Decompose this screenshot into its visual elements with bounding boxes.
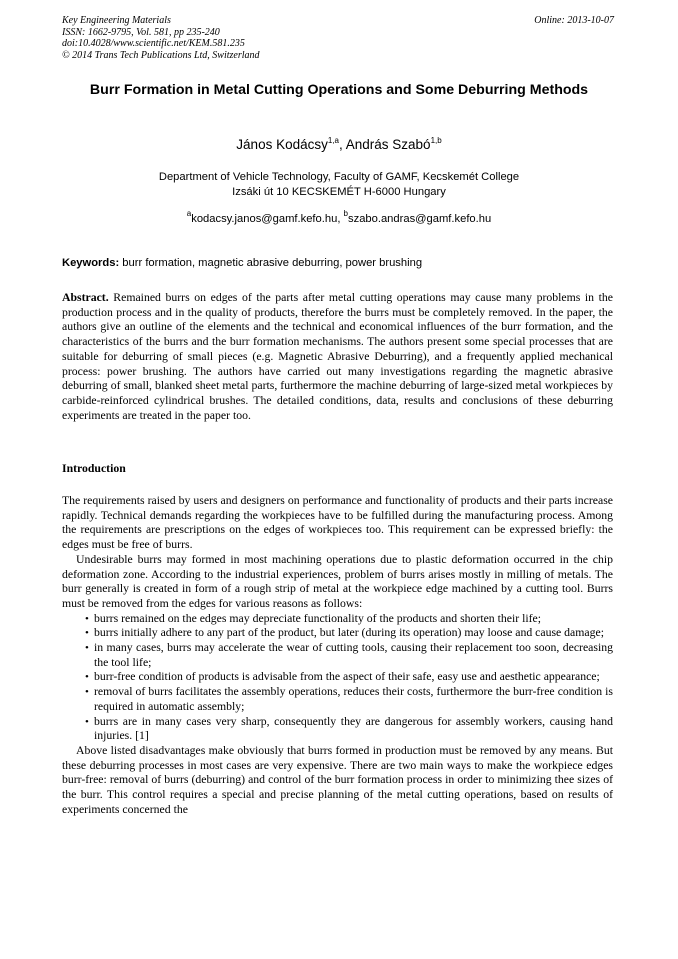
journal-name: Key Engineering Materials: [62, 15, 171, 26]
email-mark: a: [186, 209, 192, 218]
author-affiliation-mark: 1,b: [430, 136, 442, 145]
doi-line: doi:10.4028/www.scientific.net/KEM.581.235: [62, 38, 245, 49]
author-name: János Kodácsy: [236, 137, 328, 152]
author-name: András Szabó: [345, 137, 431, 152]
introduction-body: [62, 494, 613, 817]
abstract-text: Remained burrs on edges of the parts after metal cutting operations may cause many problems in the production process and in the quality of products, therefore the burrs must be completely removed. In the paper, the authors give an outline of the elements and the technical and economical influences of the burr formation, and the characteristics of the burrs and the burr formation mechanisms. The authors present some special processes that are suitable for deburring of small pieces (e.g. Magnetic Abrasive Deburring), and a frequently applied mechanical process: power brushing. The authors have carried out many investigations regarding the magnetic abrasive deburring of small, blanked sheet metal parts, furthermore the machine deburring of large-sized metal workpieces by carbide-reinforced cylindrical brushes. The detailed conditions, data, results and conclusions of these deburring experiments are treated in the paper too.: [62, 291, 613, 422]
bullet-icon: •: [85, 715, 89, 728]
email-separator: ,: [337, 213, 344, 225]
list-item-text: burrs initially adhere to any part of the product, but later (during its operation) may loose and cause damage;: [94, 626, 604, 640]
reasons-list: [62, 612, 613, 744]
bullet-icon: •: [85, 642, 89, 655]
keywords-text: burr formation, magnetic abrasive deburring, power brushing: [119, 257, 423, 269]
list-item-text: burr-free condition of products is advisable from the aspect of their safe, easy use and aesthetic appearance;: [94, 670, 600, 684]
list-item-text: burrs are in many cases very sharp, consequently they are dangerous for assembly workers, causing hand injuries. [1]: [94, 714, 613, 743]
affiliation: [62, 170, 616, 200]
affiliation-address: Izsáki út 10 KECSKEMÉT H-6000 Hungary: [232, 186, 446, 198]
paragraph: Undesirable burrs may formed in most machining operations due to plastic deformation occurred in the chip deformation zone. According to the industrial experiences, problem of burrs arises mostly in milling of metals. The burr generally is created in form of a rough strip of metal at the workpiece edge machined by a cutting tool. Burrs must be removed from the edges for various reasons as follows:: [62, 552, 613, 610]
list-item-text: in many cases, burrs may accelerate the wear of cutting tools, causing their replacement too soon, decreasing the tool life;: [94, 641, 613, 669]
list-item-text: burrs remained on the edges may depreciate functionality of the products and shorten their life;: [94, 611, 541, 625]
online-date: Online: 2013-10-07: [534, 15, 614, 26]
abstract-label: Abstract.: [62, 291, 109, 304]
bullet-icon: •: [85, 671, 89, 684]
bullet-icon: •: [85, 686, 89, 699]
bullet-icon: •: [85, 612, 89, 625]
author-list: [62, 137, 616, 152]
email-address[interactable]: kodacsy.janos@gamf.kefo.hu: [191, 213, 338, 225]
affiliation-department: Department of Vehicle Technology, Faculty of GAMF, Kecskemét College: [158, 171, 520, 183]
email-list: [62, 209, 616, 225]
email-address[interactable]: szabo.andras@gamf.kefo.hu: [348, 213, 492, 225]
paper-title: Burr Formation in Metal Cutting Operations and Some Deburring Methods: [89, 82, 589, 98]
abstract: [62, 291, 613, 423]
publication-info: [62, 15, 260, 61]
paragraph: Above listed disadvantages make obviously that burrs formed in production must be removed by any means. But these deburring processes in most cases are very expensive. There are two main ways to make the workpiece edges burr-free: removal of burrs (deburring) and control of the burr formation process in order to minimizing thee sizes of the burr. This control requires a special and precise planning of the metal cutting operations, based on results of experiments concerned the: [62, 743, 613, 816]
list-item: [62, 626, 613, 641]
issn-line: ISSN: 1662-9795, Vol. 581, pp 235-240: [62, 26, 220, 38]
introduction-heading: Introduction: [62, 462, 126, 475]
list-item-text: removal of burrs facilitates the assembly operations, reduces their costs, furthermore the burr-free condition is required in automatic assembly;: [94, 685, 613, 713]
keywords-label: Keywords:: [62, 257, 120, 269]
list-item: [62, 715, 613, 744]
bullet-icon: •: [85, 627, 89, 640]
author-affiliation-mark: 1,a: [327, 136, 339, 145]
list-item: [62, 685, 613, 714]
list-item: [62, 641, 613, 670]
email-mark: b: [343, 209, 348, 218]
list-item: [62, 612, 613, 627]
keywords: [62, 257, 422, 269]
list-item: [62, 670, 613, 685]
paragraph: The requirements raised by users and designers on performance and functionality of products and their parts increase rapidly. Technical demands regarding the workpieces have to be fulfilled during the manufacturing process. Among the requirements are prescriptions on the edges of workpieces too. This requirement can be expressed briefly: the edges must be free of burrs.: [62, 494, 613, 552]
author-separator: ,: [338, 137, 346, 152]
copyright-line: © 2014 Trans Tech Publications Ltd, Switzerland: [62, 49, 260, 61]
